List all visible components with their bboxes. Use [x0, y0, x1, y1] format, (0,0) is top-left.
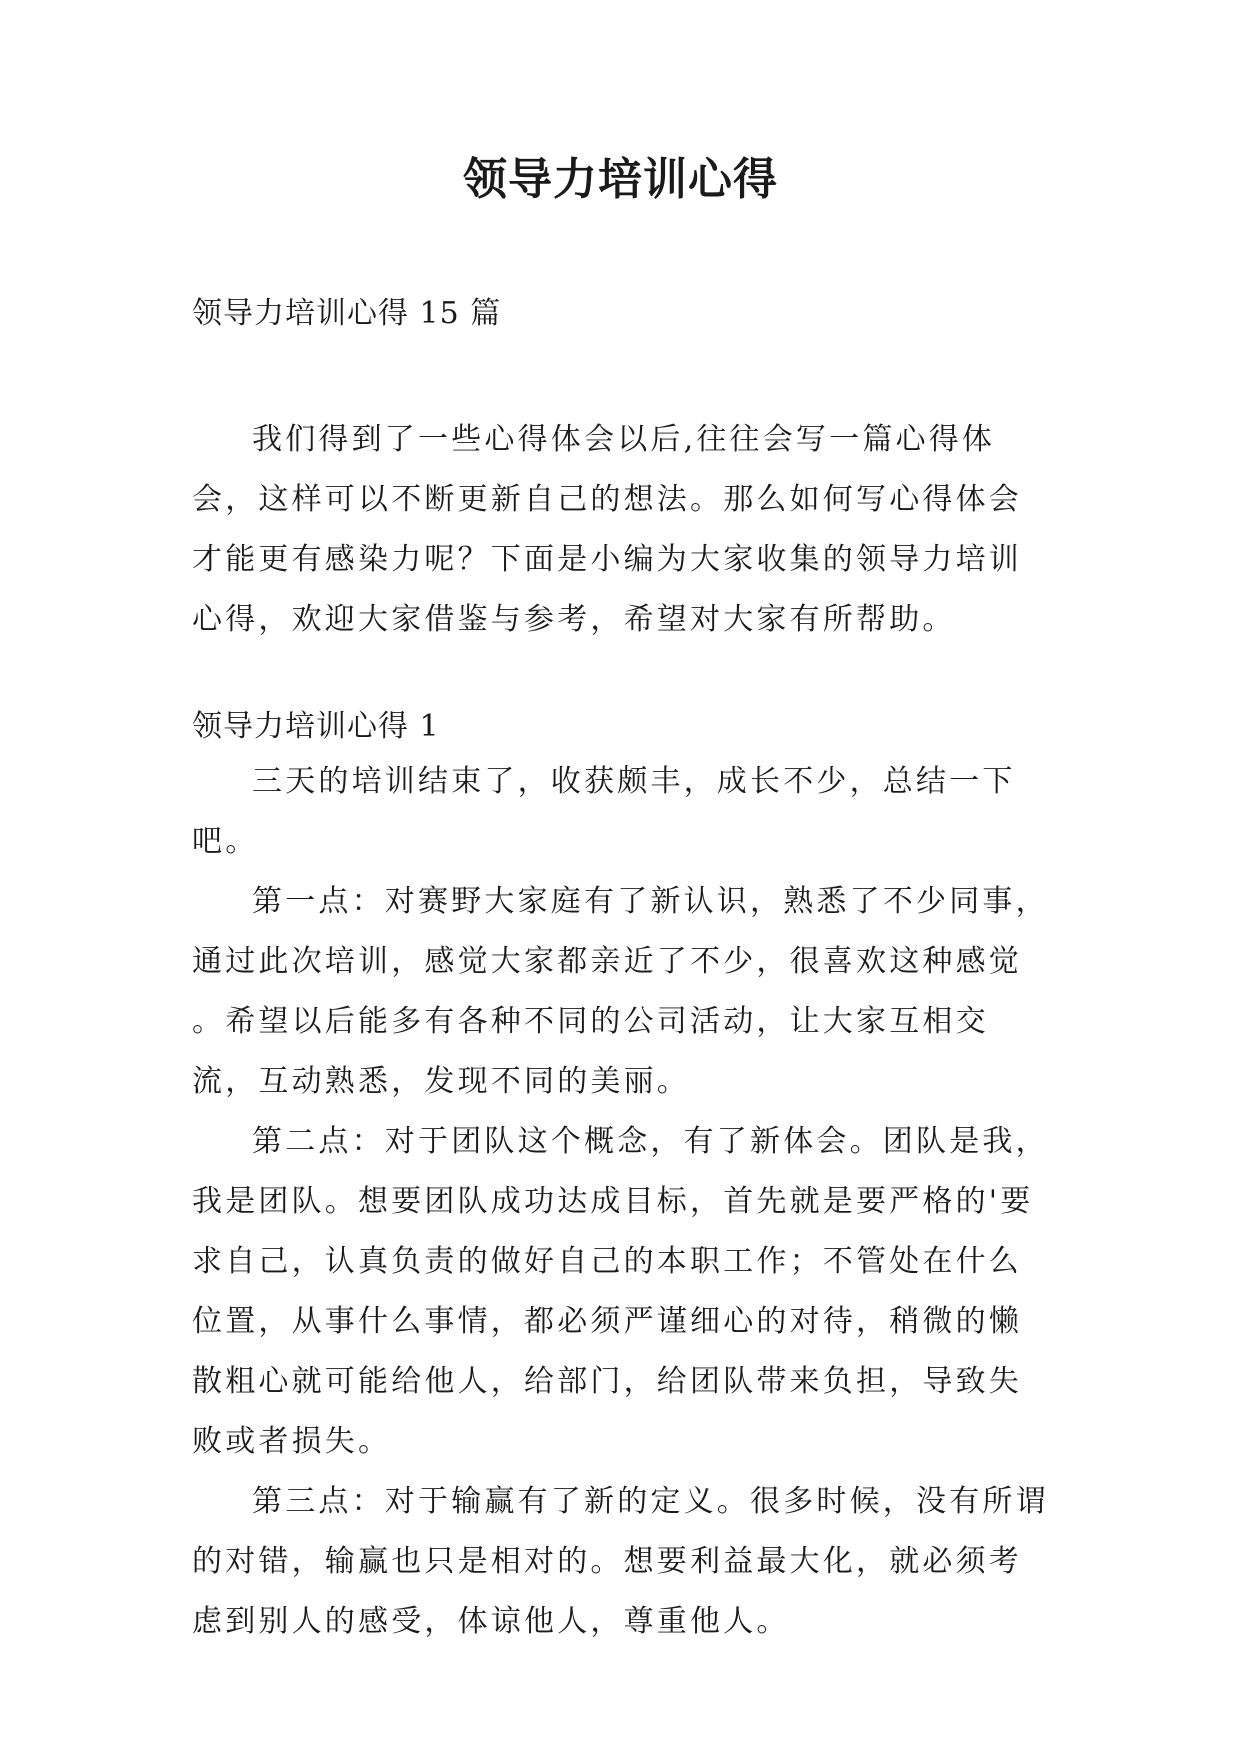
section-body — [192, 752, 1052, 1652]
document-title: 领导力培训心得 — [463, 154, 778, 205]
paragraph-point-one: 第一点：对赛野大家庭有了新认识，熟悉了不少同事，通过此次培训，感觉大家都亲近了不少，很喜欢这种感觉 。希望以后能多有各种不同的公司活动，让大家互相交流，互动熟悉，发现不同的美丽。 — [192, 884, 1049, 1099]
paragraph-point-three: 第三点：对于输赢有了新的定义。很多时候，没有所谓的对错，输赢也只是相对的。想要利益最大化，就必须考虑到别人的感受，体谅他人，尊重他人。 — [192, 1484, 1049, 1639]
paragraph-summary: 三天的培训结束了，收获颇丰，成长不少，总结一下吧。 — [192, 764, 1016, 859]
document-subtitle: 领导力培训心得 15 篇 — [192, 296, 502, 331]
intro-paragraph: 我们得到了一些心得体会以后,往往会写一篇心得体会，这样可以不断更新自己的想法。那么如何写心得体会才能更有感染力呢？下面是小编为大家收集的领导力培训心得，欢迎大家借鉴与参考，希望对大家有所帮助。 — [192, 422, 1022, 637]
paragraph-point-two: 第二点：对于团队这个概念，有了新体会。团队是我，我是团队。想要团队成功达成目标，首先就是要严格的'要求自己，认真负责的做好自己的本职工作；不管处在什么位置，从事什么事情，都必须严谨细心的对待，稍微的懒散粗心就可能给他人，给部门，给团队带来负担，导致失败或者损失。 — [192, 1124, 1049, 1459]
section-heading: 领导力培训心得 1 — [192, 709, 440, 744]
intro-block — [192, 410, 1052, 650]
